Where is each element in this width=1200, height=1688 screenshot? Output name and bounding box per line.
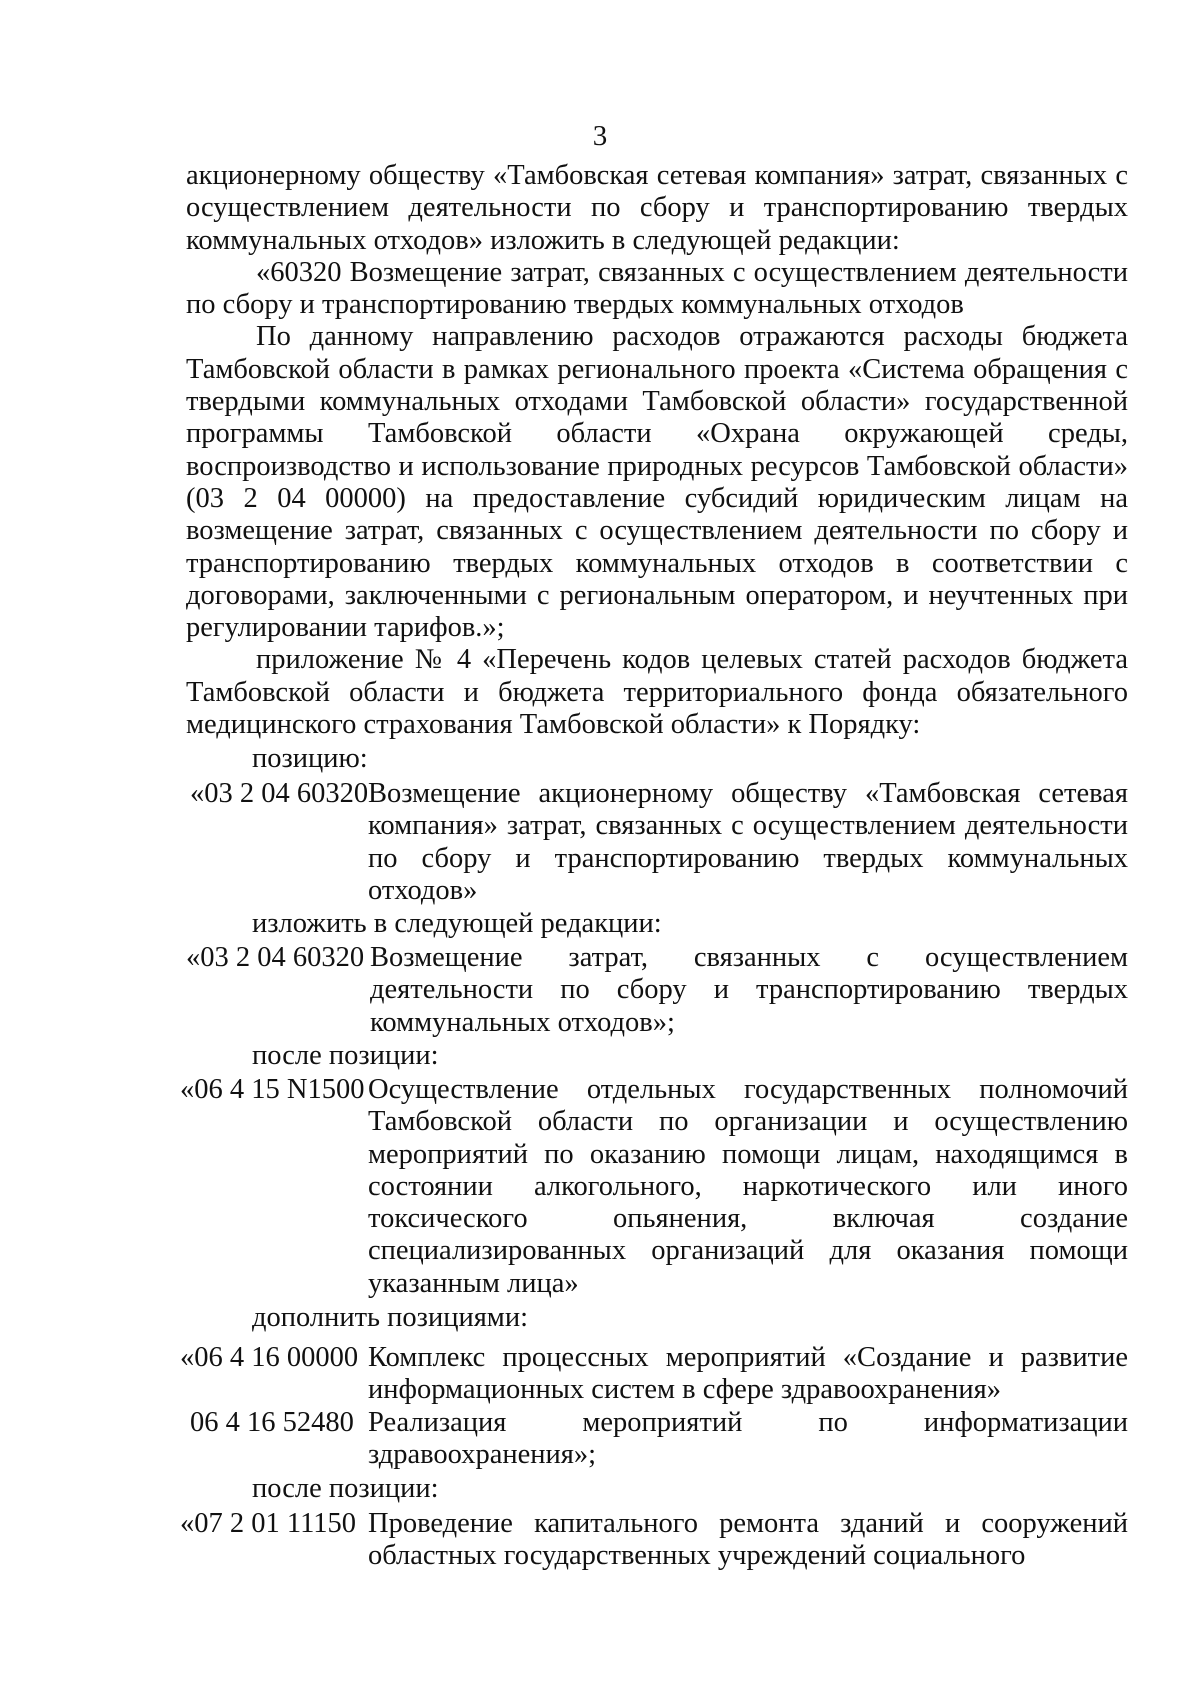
after-position-label: после позиции: bbox=[252, 1473, 439, 1504]
position-entry bbox=[186, 942, 1128, 1039]
document-body bbox=[186, 160, 1128, 741]
position-label: позицию: bbox=[252, 743, 368, 774]
paragraph-expense-description: По данному направлению расходов отражаются расходы бюджета Тамбовской области в рамках регионального проекта «Система обращения с твердыми коммунальных отходами Тамбовской области» государственной программы Тамбовской области «Охрана окружающей среды, воспроизводство и использование природных ресурсов Тамбовской области» (03 2 04 00000) на предоставление субсидий юридическим лицам на возмещение затрат, связанных с осуществлением деятельности по сбору и транспортированию твердых коммунальных отходов в соответствии с договорами, заключенными с региональным оператором, и неучтенных при регулировании тарифов.»; bbox=[186, 321, 1128, 644]
after-position-label: после позиции: bbox=[252, 1040, 439, 1071]
position-code: «06 4 15 N1500 bbox=[180, 1074, 365, 1105]
paragraph-expense-heading: «60320 Возмещение затрат, связанных с осуществлением деятельности по сбору и транспортированию твердых коммунальных отходов bbox=[186, 256, 1128, 321]
position-description: Возмещение акционерному обществу «Тамбовская сетевая компания» затрат, связанных с осуществлением деятельности по сбору и транспортированию твердых коммунальных отходов» bbox=[368, 778, 1128, 906]
position-description: Проведение капитального ремонта зданий и сооружений областных государственных учреждений социального bbox=[368, 1508, 1128, 1572]
position-code: «03 2 04 60320 bbox=[186, 942, 365, 973]
position-code: «06 4 16 00000 bbox=[180, 1342, 359, 1373]
position-description: Осуществление отдельных государственных полномочий Тамбовской области по организации и осуществлению мероприятий по оказанию помощи лицам, находящимся в состоянии алкогольного, наркотического или иного токсического опьянения, включая создание специализированных организаций для оказания помощи указанным лица» bbox=[368, 1074, 1128, 1299]
position-entry bbox=[180, 1074, 1128, 1300]
page-number: 3 bbox=[592, 120, 608, 152]
paragraph-intro: акционерному обществу «Тамбовская сетевая компания» затрат, связанных с осуществлением деятельности по сбору и транспортированию твердых коммунальных отходов» изложить в следующей редакции: bbox=[186, 160, 1128, 256]
position-description: Возмещение затрат, связанных с осуществлением деятельности по сбору и транспортированию твердых коммунальных отходов»; bbox=[370, 942, 1128, 1038]
position-description: Реализация мероприятий по информатизации здравоохранения»; bbox=[368, 1407, 1128, 1471]
position-code: «07 2 01 11150 bbox=[180, 1508, 357, 1539]
position-entry bbox=[180, 1508, 1128, 1573]
position-description: Комплекс процессных мероприятий «Создание и развитие информационных систем в сфере здравоохранения» bbox=[368, 1342, 1128, 1406]
position-entry bbox=[186, 778, 1128, 907]
position-entry bbox=[180, 1342, 1128, 1407]
position-code: 06 4 16 52480 bbox=[190, 1407, 354, 1438]
position-entry bbox=[186, 1407, 1128, 1472]
position-code: «03 2 04 60320 bbox=[190, 778, 369, 809]
add-positions-label: дополнить позициями: bbox=[252, 1302, 529, 1333]
paragraph-appendix-4: приложение № 4 «Перечень кодов целевых статей расходов бюджета Тамбовской области и бюджета территориального фонда обязательного медицинского страхования Тамбовской области» к Порядку: bbox=[186, 644, 1128, 741]
replace-label: изложить в следующей редакции: bbox=[252, 908, 662, 939]
